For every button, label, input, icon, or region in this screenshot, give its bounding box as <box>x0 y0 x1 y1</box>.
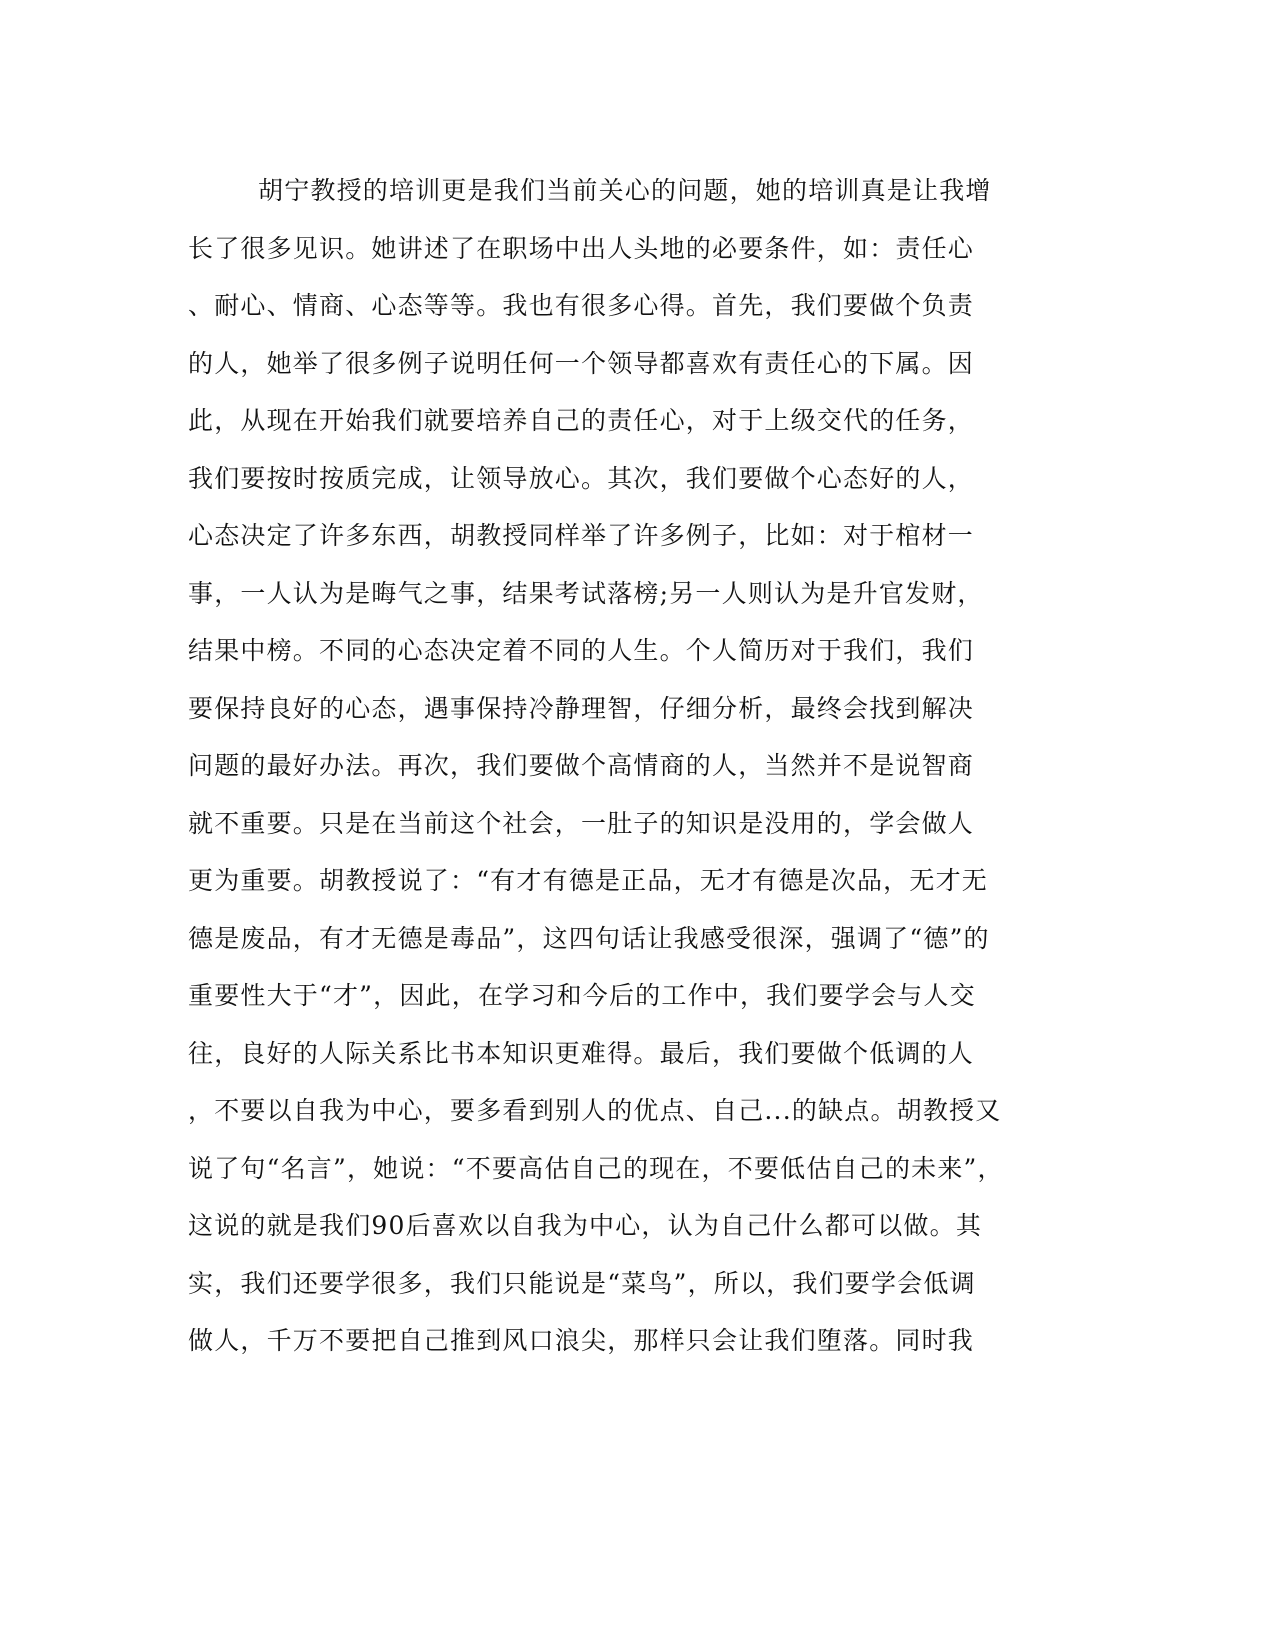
text-line: 此，从现在开始我们就要培养自己的责任心，对于上级交代的任务， <box>188 406 975 435</box>
text-line: 就不重要。只是在当前这个社会，一肚子的知识是没用的，学会做人 <box>188 808 975 838</box>
text-line: 更为重要。胡教授说了：“有才有德是正品，无才有德是次品，无才无 <box>188 866 988 895</box>
text-line: 要保持良好的心态，遇事保持冷静理智，仔细分析，最终会找到解决 <box>188 693 975 723</box>
text-line: 事，一人认为是晦气之事，结果考试落榜;另一人则认为是升官发财， <box>188 578 984 608</box>
text-line: 的人，她举了很多例子说明任何一个领导都喜欢有责任心的下属。因 <box>188 348 975 378</box>
text-line: 实，我们还要学很多，我们只能说是“菜鸟”，所以，我们要学会低调 <box>188 1268 976 1298</box>
text-line: 往，良好的人际关系比书本知识更难得。最后，我们要做个低调的人 <box>188 1038 975 1068</box>
text-line: 这说的就是我们90后喜欢以自我为中心，认为自己什么都可以做。其 <box>188 1211 983 1240</box>
text-line: 、耐心、情商、心态等等。我也有很多心得。首先，我们要做个负责 <box>188 291 975 320</box>
text-line: 心态决定了许多东西，胡教授同样举了许多例子，比如：对于棺材一 <box>188 521 975 550</box>
text-line: 重要性大于“才”，因此，在学习和今后的工作中，我们要学会与人交 <box>188 981 976 1010</box>
text-line: 胡宁教授的培训更是我们当前关心的问题，她的培训真是让我增 <box>258 176 992 205</box>
body-paragraph <box>188 162 1068 1370</box>
text-line: 结果中榜。不同的心态决定着不同的人生。个人简历对于我们，我们 <box>188 636 975 665</box>
text-line: 做人，千万不要把自己推到风口浪尖，那样只会让我们堕落。同时我 <box>188 1326 975 1355</box>
text-line: 德是废品，有才无德是毒品”，这四句话让我感受很深，强调了“德”的 <box>188 923 990 953</box>
text-line: 我们要按时按质完成，让领导放心。其次，我们要做个心态好的人， <box>188 463 975 493</box>
text-line: ，不要以自我为中心，要多看到别人的优点、自己...的缺点。胡教授又 <box>188 1096 1002 1125</box>
text-line: 长了很多见识。她讲述了在职场中出人头地的必要条件，如：责任心 <box>188 233 975 263</box>
text-line: 问题的最好办法。再次，我们要做个高情商的人，当然并不是说智商 <box>188 751 975 780</box>
text-line: 说了句“名言”，她说：“不要高估自己的现在，不要低估自己的未来”， <box>188 1153 1004 1183</box>
